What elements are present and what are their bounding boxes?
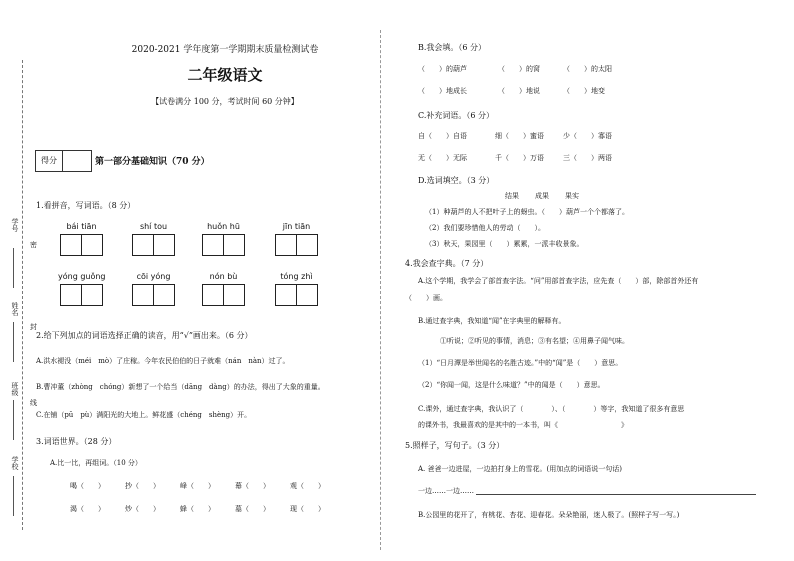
q1-prompt: 1.看拼音，写词语。（8 分） bbox=[36, 201, 136, 210]
d-prompt: D.选词填空。（3 分） bbox=[418, 176, 495, 185]
q4-meanings: ①听说；②听见的事情，消息；③有名望；④用鼻子闻气味。 bbox=[440, 337, 629, 345]
q4-b: B.通过查字典，我知道“闻”在字典里的解释有。 bbox=[418, 317, 566, 325]
score-box bbox=[35, 150, 92, 172]
q4-a-line1: A.这个学期，我学会了部首查字法。“问”用部首查字法，应先查（ ）部，除部首外还有 bbox=[418, 277, 699, 285]
q5-a: A. 爸爸一边进屋，一边拍打身上的雪花。(用加点的词语说一句话) bbox=[418, 465, 622, 473]
side-field-line bbox=[13, 400, 14, 440]
answer-cell[interactable] bbox=[132, 284, 154, 306]
c-item: 千（ ）万语 bbox=[495, 154, 544, 162]
q2-item-b: B.曹冲董（zhòng chóng）新想了一个给当（dāng dàng）的办法，得出了大象的重量。 bbox=[36, 383, 325, 391]
q3-word: 峰（ ） bbox=[180, 482, 215, 490]
exam-title: 2020-2021 学年度第一学期期末质量检测试卷 bbox=[131, 45, 319, 55]
answer-cell[interactable] bbox=[60, 284, 82, 306]
q2-item-c: C.在铺（pū pù）满阳光的大地上。鲜花盛（chéng shèng）开。 bbox=[36, 411, 252, 419]
binding-mark-feng: 封 bbox=[30, 323, 37, 331]
q3-sub-a: A.比一比，再组词。（10 分） bbox=[50, 459, 142, 467]
q4-prompt: 4.我会查字典。（7 分） bbox=[405, 259, 489, 268]
binding-dash-line bbox=[22, 60, 23, 530]
c-item: 细（ ）蜜语 bbox=[495, 132, 544, 140]
side-field-line bbox=[13, 476, 14, 516]
pinyin-text: cōi yóng bbox=[136, 272, 171, 281]
pinyin-item bbox=[60, 222, 103, 256]
q3-word: 观（ ） bbox=[290, 482, 325, 490]
pinyin-item bbox=[132, 222, 175, 256]
q3-word: 抄（ ） bbox=[125, 482, 160, 490]
d-word: 结果 bbox=[505, 192, 519, 200]
d-word: 成果 bbox=[535, 192, 549, 200]
side-label-school: 学校 bbox=[11, 456, 19, 470]
subject-title: 二年级语文 bbox=[187, 66, 263, 84]
d-sentence-1: （1）种葫芦的人不把叶子上的蚜虫。（ ）葫芦一个个都落了。 bbox=[425, 208, 629, 216]
side-field-line bbox=[13, 322, 14, 362]
q5-prompt: 5.照样子，写句子。（3 分） bbox=[405, 441, 505, 450]
pinyin-item bbox=[202, 272, 245, 306]
c-item: 少（ ）寡语 bbox=[563, 132, 612, 140]
answer-cell[interactable] bbox=[202, 284, 224, 306]
pinyin-text: yóng guǒng bbox=[58, 272, 106, 281]
pinyin-text: bái tiān bbox=[66, 222, 97, 231]
b-prompt: B.我会填。（6 分） bbox=[418, 43, 487, 52]
binding-mark-xian: 线 bbox=[30, 399, 37, 407]
pinyin-item bbox=[202, 222, 245, 256]
answer-cell[interactable] bbox=[275, 284, 297, 306]
c-prompt: C.补充词语。（6 分） bbox=[418, 111, 495, 120]
q4-sentence-1: （1）“日月潭是举世闻名的名胜古迹。”中的“闻”是（ ）意思。 bbox=[418, 359, 623, 367]
pinyin-item bbox=[275, 272, 318, 306]
q4-a-line2: （ ）画。 bbox=[405, 294, 447, 302]
column-divider bbox=[380, 30, 381, 550]
q5-b: B.公园里的花开了，有桃花、杏花、迎春花。朵朵艳丽，迷人极了。(照样子写一写。) bbox=[418, 511, 680, 519]
pinyin-item bbox=[275, 222, 318, 256]
score-label: 得分 bbox=[36, 151, 63, 171]
q3-word: 幕（ ） bbox=[235, 482, 270, 490]
pinyin-text: nón bù bbox=[209, 272, 238, 281]
q3-word: 蜂（ ） bbox=[180, 505, 215, 513]
pinyin-text: tóng zhì bbox=[280, 272, 313, 281]
c-item: 三（ ）两语 bbox=[563, 154, 612, 162]
answer-cell[interactable] bbox=[296, 284, 318, 306]
answer-cell[interactable] bbox=[60, 234, 82, 256]
pinyin-item bbox=[58, 272, 106, 306]
exam-note: 【试卷满分 100 分，考试时间 60 分钟】 bbox=[151, 97, 299, 106]
q3-word: 喝（ ） bbox=[70, 482, 105, 490]
q5-a-line-prefix: 一边……一边…… bbox=[418, 487, 474, 495]
b-item: （ ）地成长 bbox=[418, 87, 467, 95]
d-word: 果实 bbox=[565, 192, 579, 200]
side-label-name: 姓名 bbox=[11, 302, 19, 316]
b-item: （ ）地变 bbox=[563, 87, 605, 95]
answer-cell[interactable] bbox=[275, 234, 297, 256]
b-item: （ ）的窝 bbox=[498, 65, 540, 73]
q3-word: 渴（ ） bbox=[70, 505, 105, 513]
part1-title: 第一部分基础知识（70 分） bbox=[95, 157, 210, 167]
q4-c-line2: 的课外书，我最喜欢的是其中的一本书，叫《 》 bbox=[418, 421, 628, 429]
answer-cell[interactable] bbox=[132, 234, 154, 256]
q3-word: 现（ ） bbox=[290, 505, 325, 513]
d-sentence-3: （3）秋天，果园里（ ）累累，一派丰收景象。 bbox=[425, 240, 584, 248]
side-label-student-id: 学号 bbox=[11, 218, 19, 232]
answer-cell[interactable] bbox=[223, 234, 245, 256]
pinyin-text: shí tou bbox=[139, 222, 168, 231]
answer-cell[interactable] bbox=[296, 234, 318, 256]
c-item: 无（ ）无际 bbox=[418, 154, 467, 162]
answer-cell[interactable] bbox=[81, 234, 103, 256]
answer-cell[interactable] bbox=[153, 284, 175, 306]
q3-prompt: 3.词语世界。（28 分） bbox=[36, 437, 117, 446]
answer-cell[interactable] bbox=[81, 284, 103, 306]
pinyin-item bbox=[132, 272, 175, 306]
q3-word: 墓（ ） bbox=[235, 505, 270, 513]
binding-mark-mi: 密 bbox=[30, 241, 37, 249]
b-item: （ ）地说 bbox=[498, 87, 540, 95]
q4-c-line1: C.课外，通过查字典，我认识了（ ）、（ ）等字，我知道了很多有意思 bbox=[418, 405, 685, 413]
side-field-line bbox=[13, 248, 14, 288]
q2-item-a: A.洪水褪没（méi mò）了庄稼。今年农民伯伯的日子就难（nán nàn）过了。 bbox=[36, 357, 290, 365]
b-item: （ ）的葫芦 bbox=[418, 65, 467, 73]
answer-cell[interactable] bbox=[202, 234, 224, 256]
q2-prompt: 2.给下列加点的词语选择正确的读音，用“√”画出来。（6 分） bbox=[36, 331, 253, 340]
pinyin-text: huǒn hū bbox=[207, 222, 240, 231]
answer-cell[interactable] bbox=[153, 234, 175, 256]
c-item: 自（ ）自语 bbox=[418, 132, 467, 140]
b-item: （ ）的太阳 bbox=[563, 65, 612, 73]
answer-cell[interactable] bbox=[223, 284, 245, 306]
pinyin-text: jīn tiān bbox=[282, 222, 311, 231]
q4-sentence-2: （2）“你闻一闻，这是什么味道？”中的闻是（ ）意思。 bbox=[418, 381, 605, 389]
q3-word: 炒（ ） bbox=[125, 505, 160, 513]
side-label-class: 班级 bbox=[11, 382, 19, 396]
q5-answer-line[interactable] bbox=[476, 494, 756, 495]
d-sentence-2: （2）我们要珍惜他人的劳动（ ）。 bbox=[425, 224, 545, 232]
